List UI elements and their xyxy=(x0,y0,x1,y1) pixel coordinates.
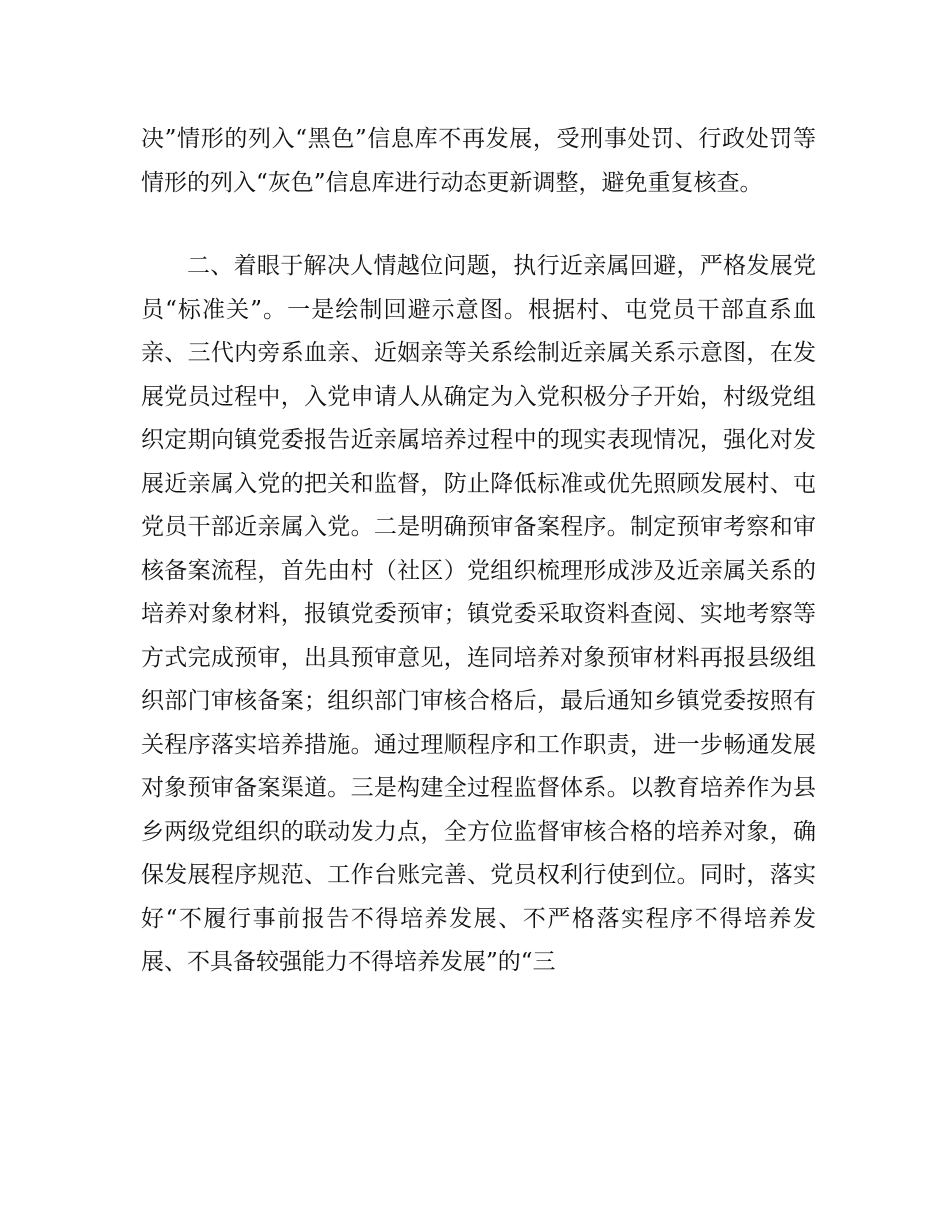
paragraph-1: 决”情形的列入“黑色”信息库不再发展，受刑事处罚、行政处罚等情形的列入“灰色”信息库进行动态更新调整，避免重复核查。 xyxy=(141,126,816,196)
paragraph-2: 二、着眼于解决人情越位问题，执行近亲属回避，严格发展党员“标准关”。一是绘制回避示意图。根据村、屯党员干部直系血亲、三代内旁系血亲、近姻亲等关系绘制近亲属关系示意图，在发展党员过程中，入党申请人从确定为入党积极分子开始，村级党组织定期向镇党委报告近亲属培养过程中的现实表现情况，强化对发展近亲属入党的把关和监督，防止降低标准或优先照顾发展村、屯党员干部近亲属入党。二是明确预审备案程序。制定预审考察和审核备案流程，首先由村（社区）党组织梳理形成涉及近亲属关系的培养对象材料，报镇党委预审；镇党委采取资料查阅、实地考察等方式完成预审，出具预审意见，连同培养对象预审材料再报县级组织部门审核备案；组织部门审核合格后，最后通知乡镇党委按照有关程序落实培养措施。通过理顺程序和工作职责，进一步畅通发展对象预审备案渠道。三是构建全过程监督体系。以教育培养作为县乡两级党组织的联动发力点，全方位监督审核合格的培养对象，确保发展程序规范、工作台账完善、党员权利行使到位。同时，落实好“不履行事前报告不得培养发展、不严格落实程序不得培养发展、不具备较强能力不得培养发展”的“三 xyxy=(141,253,816,975)
